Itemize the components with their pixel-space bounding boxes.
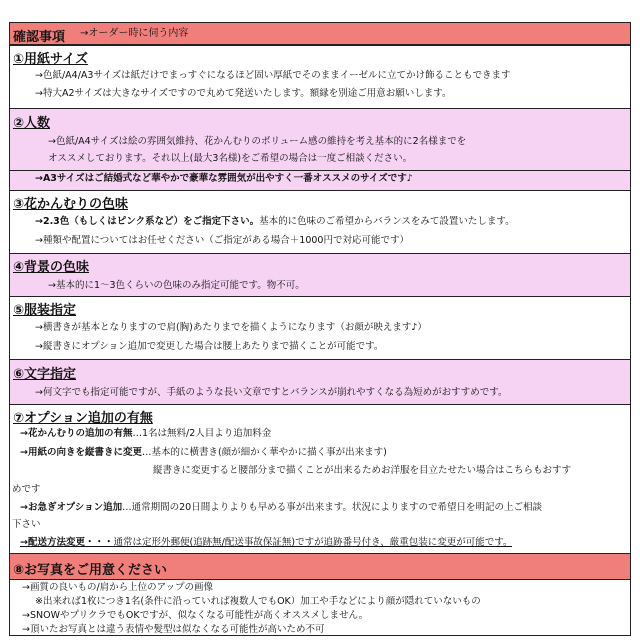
emphasis-text: →配送方法変更・・・: [20, 537, 114, 548]
section-text: ※出来れば1枚につき1名(条件に沿っていれば複数人でもOK）加工や手などにより顔が隠れていないもの: [35, 596, 481, 607]
section-options: [10, 404, 630, 553]
sheet-header: [10, 23, 630, 45]
section-text: →頂いたお写真とは違う表情や髪型は似なくなる可能性が高いため不可: [22, 624, 325, 635]
section-title: ②人数: [13, 116, 51, 131]
plain-text: …基本的に横書き(顔が細かく華やかに描く事が出来ます): [141, 447, 387, 458]
option-row-wrap: 下さい: [12, 519, 41, 530]
section-background-color: [10, 253, 630, 296]
section-text: →種類や配置についてはお任せください（ご指定がある場合＋1000円で対応可能です）: [35, 235, 409, 246]
emphasis-text: →お急ぎオプション追加: [20, 502, 123, 513]
section-photos-body: [10, 579, 630, 635]
section-text: →縦書きにオプション追加で変更した場合は腰上あたりまで描くことが可能です。: [35, 341, 384, 352]
section-title: ④背景の色味: [13, 260, 90, 275]
plain-text: 基本的に色味のご希望からバランスをみて設置いたします。: [259, 216, 515, 227]
section-title: ⑤服装指定: [13, 303, 77, 318]
section-text: →SNOWやプリクラでもOKですが、似なくなる可能性が高くオススメしません。: [22, 610, 369, 621]
section-flower-color: [10, 190, 630, 253]
emphasis-text: →用紙の向きを縦書きに変更: [20, 447, 142, 458]
option-row: [20, 501, 542, 515]
option-row: [20, 446, 387, 460]
emphasis-text: →花かんむりの追加の有無: [20, 428, 133, 439]
option-row: [20, 427, 271, 441]
section-people: [10, 108, 630, 190]
section-text: オススメしております。それ以上(最大3名様)をご希望の場合は一度ご相談ください。: [48, 153, 413, 164]
section-title: ⑧お写真をご用意ください: [13, 563, 168, 578]
option-row: [20, 536, 512, 550]
section-title: ⑦オプション追加の有無: [13, 411, 153, 426]
option-row-continued: 縦書きに変更すると腰部分まで描くことが出来るためお洋服を目立たせたい場合はこちらもおすす: [153, 465, 572, 476]
section-paper-size: [10, 45, 630, 108]
section-text-specification: [10, 359, 630, 404]
section-text-emphasis: →A3サイズはご結婚式など華やかで豪華な雰囲気が出やすく一番オススメのサイズです♪: [35, 173, 413, 184]
section-text: →画質の良いもの/肩から上位のアップの画像: [22, 582, 213, 593]
section-title: ①用紙サイズ: [13, 52, 88, 67]
section-text: →横書きが基本となりますので肩(胸)あたりまでを描くようになります（お顔が映えます♪）: [35, 322, 427, 333]
plain-text: …1名は無料/2人目より追加料金: [132, 428, 272, 439]
header-title: 確認事項: [13, 30, 66, 45]
section-text: →基本的に1～3色くらいの色味のみ指定可能です。物不可。: [48, 280, 305, 291]
plain-text: 通常は定形外郵便(追跡無/配送事故保証無)ですが追跡番号付き、厳重包装に変更が可能です。: [113, 537, 513, 548]
section-text: →色紙/A4/A3サイズは紙だけでまっすぐになるほど固い厚紙でそのままイーゼルに立てかけ飾ることもできます: [35, 70, 511, 81]
emphasis-text: →2.3色（もしくはピンク系など）をご指定下さい。: [35, 216, 260, 227]
section-text: →特大A2サイズは大きなサイズですので丸めて発送いたします。額縁を別途ご用意お願いします。: [35, 88, 452, 99]
section-title: ③花かんむりの色味: [13, 197, 129, 212]
section-photos-header: [10, 553, 630, 579]
plain-text: …通常期間の20日間よりよりも早める事が出来ます。状況によりますので希望日を明記の上ご相談: [122, 502, 542, 513]
confirmation-sheet: [9, 22, 631, 636]
section-text: →何文字でも指定可能ですが、手紙のような長い文章ですとバランスが崩れやすくなる為短めがおすすめです。: [35, 387, 508, 398]
section-clothing: [10, 296, 630, 359]
section-title: ⑥文字指定: [13, 367, 77, 382]
section-text: →色紙/A4サイズは絵の雰囲気維持、花かんむりのボリューム感の維持を考え基本的に2名様までを: [48, 136, 467, 147]
header-subtitle: →オーダー時に伺う内容: [80, 28, 189, 39]
section-text: [35, 215, 515, 229]
option-row-wrap: めです: [12, 484, 41, 495]
